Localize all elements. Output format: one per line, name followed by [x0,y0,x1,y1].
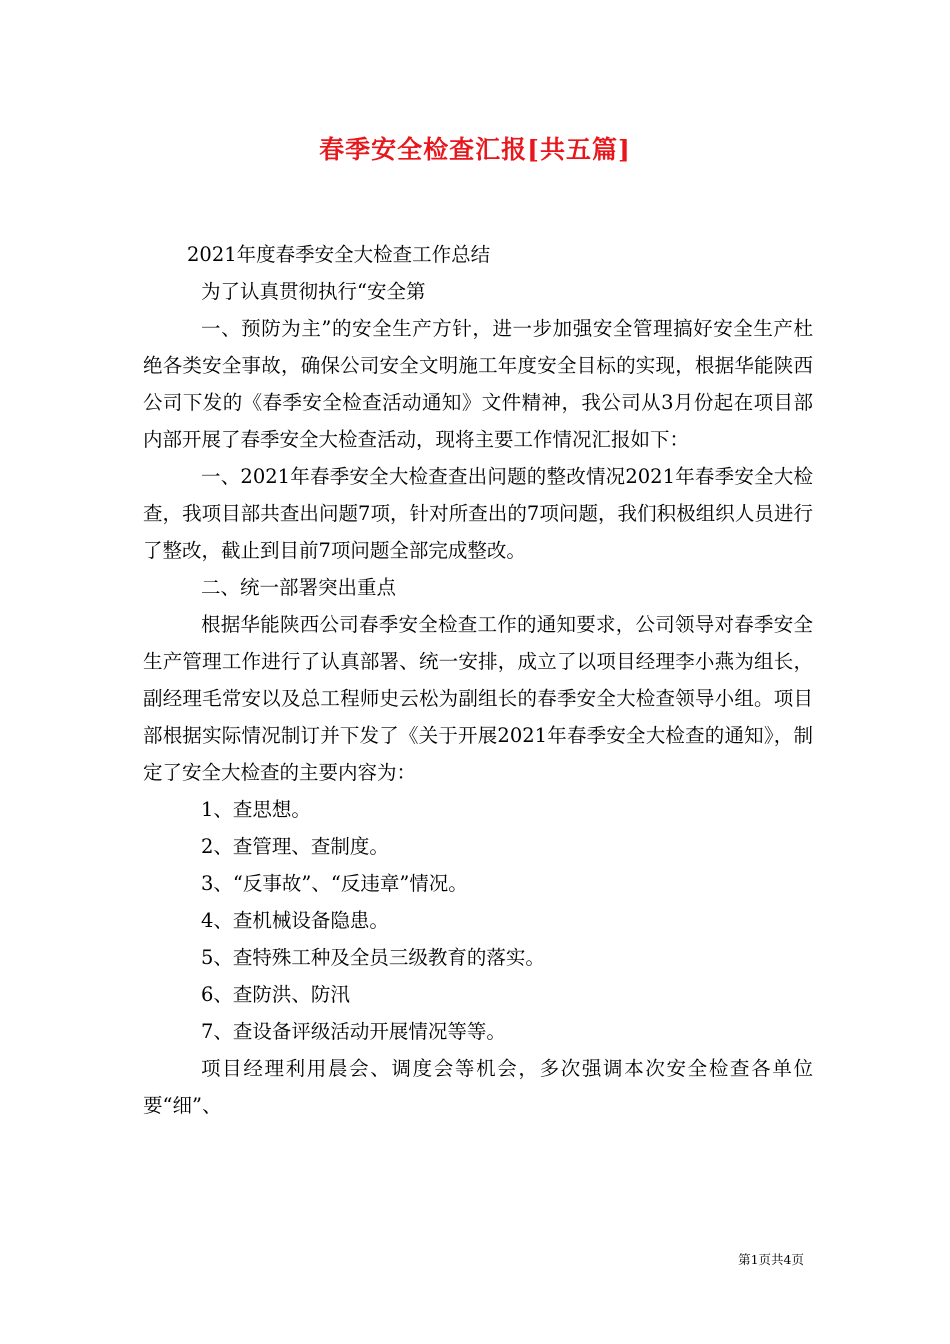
paragraph: 二、统一部署突出重点 [201,576,397,599]
list-item: 4、查机械设备隐患。 [201,909,389,932]
paragraph: 根据华能陕西公司春季安全检查工作的通知要求，公司领导对春季安全生产管理工作进行了认真部署、统一安排，成立了以项目经理李小燕为组长，副经理毛常安以及总工程师史云松为副组长的春季安全大检查领导小组。项目部根据实际情况制订并下发了《关于开展2021年春季安全大检查的通知》，制定了安全大检查的主要内容为： [143,613,813,784]
list-item: 1、查思想。 [201,798,311,821]
paragraph: 一、2021年春季安全大检查查出问题的整改情况2021年春季安全大检查，我项目部共查出问题7项，针对所查出的7项问题，我们积极组织人员进行了整改，截止到目前7项问题全部完成整改。 [143,465,813,562]
list-item: 5、查特殊工种及全员三级教育的落实。 [201,946,545,969]
list-item: 6、查防洪、防汛 [201,983,350,1006]
paragraph: 一、预防为主”的安全生产方针，进一步加强安全管理搞好安全生产杜绝各类安全事故，确保公司安全文明施工年度安全目标的实现，根据华能陕西公司下发的《春季安全检查活动通知》文件精神，我公司从3月份起在项目部内部开展了春季安全大检查活动，现将主要工作情况汇报如下： [143,317,813,451]
paragraph: 项目经理利用晨会、调度会等机会，多次强调本次安全检查各单位要“细”、 [143,1057,813,1117]
paragraph: 为了认真贯彻执行“安全第 [201,280,426,303]
document-title: 春季安全检查汇报[共五篇] [319,135,631,164]
list-item: 2、查管理、查制度。 [201,835,389,858]
paragraph-subtitle: 2021年度春季安全大检查工作总结 [187,243,491,266]
document-body [143,236,813,1124]
list-item: 3、“反事故”、“反违章”情况。 [201,872,468,895]
page-number-footer: 第1页共4页 [738,1252,804,1267]
list-item: 7、查设备评级活动开展情况等等。 [201,1020,506,1043]
